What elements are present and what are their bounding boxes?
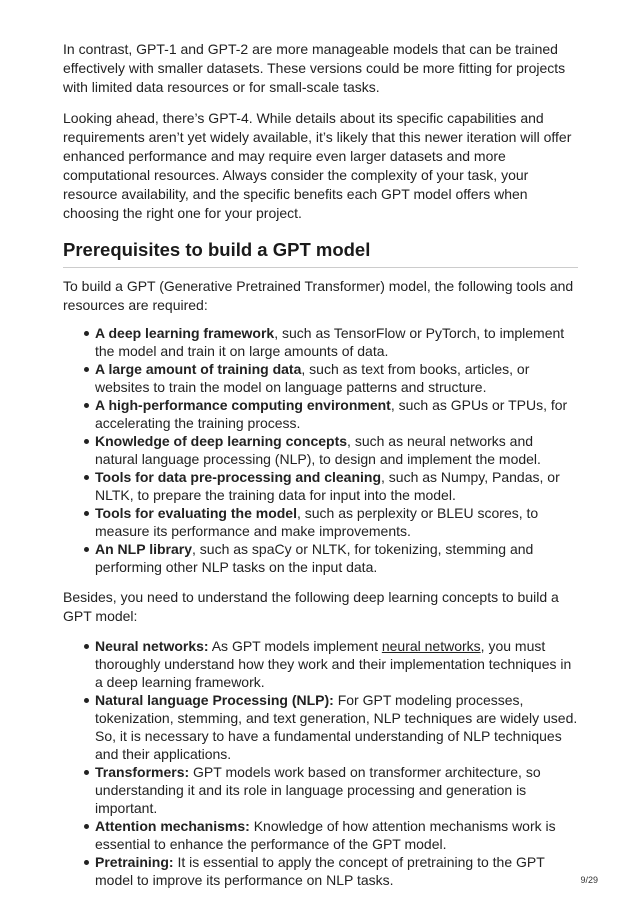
item-text: , such as TensorFlow or PyTorch, to implement the model and train it on large amounts of data.	[95, 325, 565, 359]
item-bold: Knowledge of deep learning concepts	[95, 433, 348, 449]
neural-networks-link[interactable]: neural networks	[381, 638, 481, 654]
list-item	[63, 396, 578, 432]
bullet-icon	[84, 547, 89, 552]
list-item-nlp	[63, 691, 578, 763]
bullet-icon	[84, 770, 89, 775]
paragraph-contrast: In contrast, GPT-1 and GPT-2 are more manageable models that can be trained effectively with smaller datasets. These versions could be more fitting for projects with limited data resources or for small-scale tasks.	[63, 41, 566, 95]
list-item	[63, 540, 578, 576]
item-bold: Tools for data pre-processing and cleaning	[95, 469, 382, 485]
section-intro: To build a GPT (Generative Pretrained Transformer) model, the following tools and resources are required:	[63, 278, 574, 313]
list-item	[63, 468, 578, 504]
item-bold: Neural networks:	[95, 638, 209, 654]
page-number: 9/29	[580, 875, 598, 885]
item-text: For GPT modeling processes, tokenization, stemming, and text generation, NLP techniques are widely used. So, it is necessary to have a fundamental understanding of NLP techniques and their applications.	[95, 692, 578, 762]
list-item-attention	[63, 817, 578, 853]
list-item	[63, 432, 578, 468]
list-item	[63, 504, 578, 540]
concepts-list	[63, 637, 578, 889]
item-text: , such as Numpy, Pandas, or NLTK, to prepare the training data for input into the model.	[95, 469, 560, 503]
item-text: , such as neural networks and natural language processing (NLP), to design and implement the model.	[95, 433, 541, 467]
item-bold: Attention mechanisms:	[95, 818, 250, 834]
bullet-icon	[84, 367, 89, 372]
item-text: , you must thoroughly understand how they work and their implementation techniques in a deep learning framework.	[95, 638, 572, 690]
list-item	[63, 324, 578, 360]
bullet-icon	[84, 824, 89, 829]
item-text: As GPT models implement	[208, 638, 382, 654]
item-bold: A high-performance computing environment	[95, 397, 391, 413]
item-text: Knowledge of how attention mechanisms work is essential to enhance the performance of the GPT model.	[95, 818, 556, 852]
section-heading: Prerequisites to build a GPT model	[63, 239, 578, 268]
bullet-icon	[84, 860, 89, 865]
bullet-icon	[84, 511, 89, 516]
item-text: , such as perplexity or BLEU scores, to measure its performance and make improvements.	[95, 505, 539, 539]
item-text: GPT models work based on transformer architecture, so understanding it and its role in language processing and generation is important.	[95, 764, 541, 816]
item-text: , such as GPUs or TPUs, for accelerating the training process.	[95, 397, 568, 431]
bullet-icon	[84, 644, 89, 649]
item-text: , such as spaCy or NLTK, for tokenizing, stemming and performing other NLP tasks on the input data.	[95, 541, 534, 575]
document-page	[63, 40, 578, 889]
tools-list	[63, 324, 578, 576]
item-bold: Transformers:	[95, 764, 190, 780]
item-bold: Tools for evaluating the model	[95, 505, 297, 521]
list-item	[63, 360, 578, 396]
bullet-icon	[84, 403, 89, 408]
item-text: , such as text from books, articles, or websites to train the model on language patterns and structure.	[95, 361, 530, 395]
bullet-icon	[84, 475, 89, 480]
item-bold: A large amount of training data	[95, 361, 302, 377]
paragraph-gpt4: Looking ahead, there’s GPT-4. While details about its specific capabilities and requirements aren’t yet widely available, it’s likely that this newer iteration will offer enhanced performance and may require even larger datasets and more computational resources. Always consider the complexity of your task, your resource availability, and the specific benefits each GPT model offers when choosing the right one for your project.	[63, 110, 572, 221]
item-bold: Natural language Processing (NLP):	[95, 692, 334, 708]
bullet-icon	[84, 331, 89, 336]
item-bold: A deep learning framework	[95, 325, 275, 341]
item-bold: Pretraining:	[95, 854, 174, 870]
paragraph-besides: Besides, you need to understand the following deep learning concepts to build a GPT model:	[63, 589, 559, 624]
bullet-icon	[84, 439, 89, 444]
item-bold: An NLP library	[95, 541, 192, 557]
list-item-pretraining	[63, 853, 578, 889]
bullet-icon	[84, 698, 89, 703]
item-text: It is essential to apply the concept of pretraining to the GPT model to improve its performance on NLP tasks.	[95, 854, 545, 888]
list-item-neural-networks	[63, 637, 578, 691]
list-item-transformers	[63, 763, 578, 817]
